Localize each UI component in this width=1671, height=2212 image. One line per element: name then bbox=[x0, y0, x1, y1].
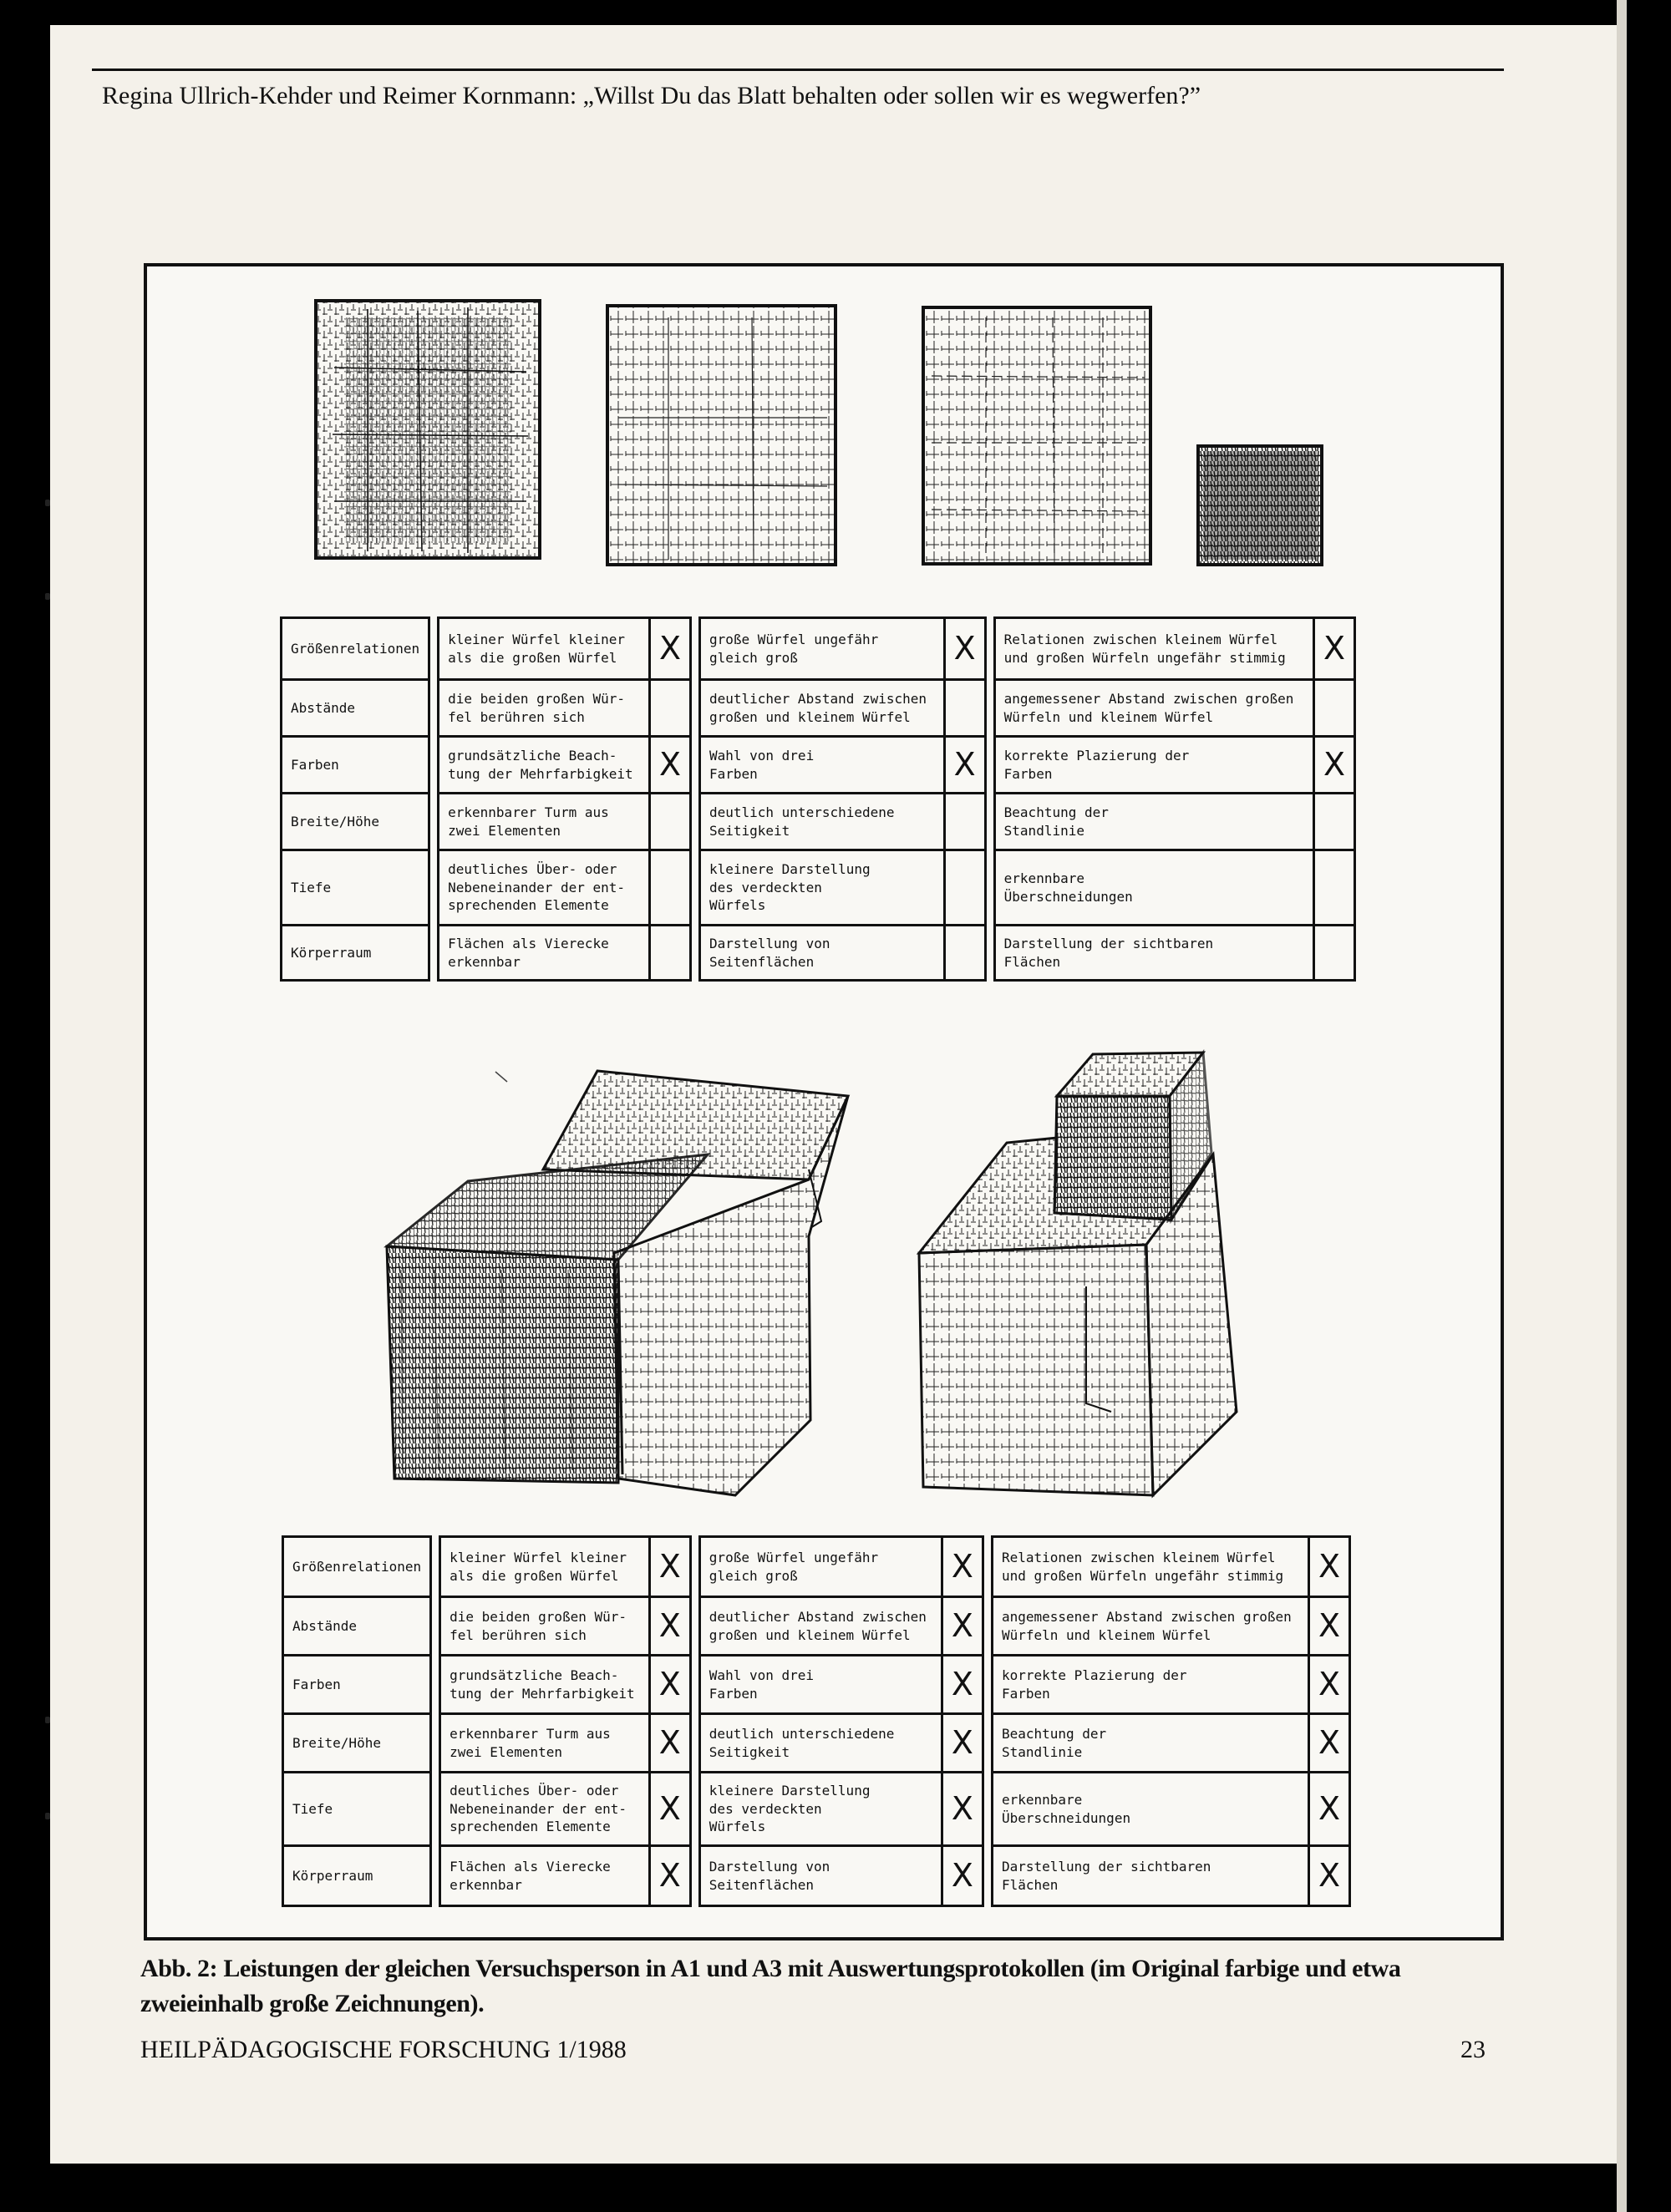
table-row bbox=[282, 850, 1355, 926]
check-mark-cell: X bbox=[1314, 618, 1355, 680]
check-mark-cell bbox=[1314, 926, 1355, 981]
column-gap bbox=[983, 1714, 992, 1773]
check-mark-cell: X bbox=[649, 1714, 690, 1773]
table-row bbox=[283, 1537, 1350, 1597]
achievement-line: erkennbare bbox=[1001, 1791, 1083, 1808]
column-gap bbox=[690, 850, 699, 926]
achievement-cell bbox=[992, 1846, 1308, 1906]
achievement-cell bbox=[699, 850, 944, 926]
achievement-line: Überschneidungen bbox=[1003, 888, 1133, 905]
achievement-line: als die großen Würfel bbox=[448, 649, 617, 666]
achievement-line: Flächen bbox=[1001, 1876, 1059, 1893]
check-mark-cell bbox=[649, 850, 690, 926]
column-gap bbox=[429, 794, 439, 850]
achievement-cell bbox=[439, 618, 650, 680]
achievement-line: Wahl von drei bbox=[709, 747, 815, 764]
criterion-cell: Abstände bbox=[283, 1597, 431, 1656]
achievement-line: als die großen Würfel bbox=[449, 1567, 619, 1584]
check-mark-cell bbox=[944, 926, 985, 981]
column-gap bbox=[690, 1773, 699, 1846]
column-gap bbox=[985, 926, 994, 981]
table-row bbox=[283, 1714, 1350, 1773]
evaluation-protocol-a3 bbox=[282, 1535, 1351, 1907]
achievement-cell bbox=[439, 737, 650, 794]
column-gap bbox=[429, 680, 439, 737]
achievement-line: tung der Mehrfarbigkeit bbox=[448, 765, 633, 782]
column-gap bbox=[690, 1597, 699, 1656]
achievement-cell bbox=[992, 1537, 1308, 1597]
achievement-line: erkennbar bbox=[449, 1876, 522, 1893]
achievement-cell bbox=[440, 1846, 650, 1906]
achievement-cell bbox=[440, 1656, 650, 1714]
achievement-cell bbox=[440, 1714, 650, 1773]
achievement-line: Relationen zwischen kleinem Würfel bbox=[1003, 631, 1278, 647]
column-gap bbox=[429, 737, 439, 794]
check-mark-cell bbox=[1314, 850, 1355, 926]
check-mark-cell: X bbox=[649, 1656, 690, 1714]
achievement-cell bbox=[699, 926, 944, 981]
achievement-line: deutlicher Abstand zwischen bbox=[709, 1608, 927, 1625]
achievement-line: erkennbarer Turm aus bbox=[448, 804, 609, 820]
achievement-line: großen und kleinem Würfel bbox=[709, 708, 911, 725]
achievement-line: korrekte Plazierung der bbox=[1003, 747, 1190, 764]
achievement-line: Seitenflächen bbox=[709, 953, 815, 970]
check-mark-cell: X bbox=[942, 1846, 983, 1906]
column-gap bbox=[431, 1656, 440, 1714]
check-mark-cell bbox=[1314, 680, 1355, 737]
achievement-line: Farben bbox=[1003, 765, 1053, 782]
check-mark-cell: X bbox=[942, 1773, 983, 1846]
criterion-cell: Körperraum bbox=[283, 1846, 431, 1906]
achievement-line: und großen Würfeln ungefähr stimmig bbox=[1003, 649, 1286, 666]
column-gap bbox=[690, 680, 699, 737]
achievement-line: Flächen bbox=[1003, 953, 1061, 970]
achievement-line: fel berühren sich bbox=[448, 708, 585, 725]
criterion-cell: Größenrelationen bbox=[283, 1537, 431, 1597]
achievement-line: erkennbare bbox=[1003, 870, 1084, 886]
check-mark-cell: X bbox=[944, 618, 985, 680]
achievement-line: Standlinie bbox=[1001, 1743, 1083, 1760]
achievement-line: Seitigkeit bbox=[709, 822, 790, 839]
achievement-line: Beachtung der bbox=[1003, 804, 1109, 820]
achievement-line: große Würfel ungefähr bbox=[709, 1549, 879, 1565]
column-gap bbox=[690, 926, 699, 981]
achievement-cell bbox=[439, 850, 650, 926]
achievement-cell bbox=[699, 1656, 942, 1714]
achievement-line: große Würfel ungefähr bbox=[709, 631, 879, 647]
column-gap bbox=[983, 1597, 992, 1656]
stray-mark bbox=[495, 1072, 507, 1082]
achievement-line: erkennbarer Turm aus bbox=[449, 1725, 611, 1742]
drawing-a1-small-cube bbox=[1198, 446, 1322, 565]
check-mark-cell: X bbox=[1309, 1656, 1350, 1714]
column-gap bbox=[983, 1846, 992, 1906]
achievement-cell bbox=[699, 1714, 942, 1773]
table-row bbox=[283, 1773, 1350, 1846]
criterion-cell: Größenrelationen bbox=[282, 618, 429, 680]
achievement-cell bbox=[994, 618, 1313, 680]
column-gap bbox=[983, 1773, 992, 1846]
check-mark-cell: X bbox=[649, 1537, 690, 1597]
achievement-cell bbox=[440, 1773, 650, 1846]
check-mark-cell: X bbox=[942, 1597, 983, 1656]
achievement-line: deutlich unterschiedene bbox=[709, 1725, 895, 1742]
column-gap bbox=[431, 1597, 440, 1656]
achievement-cell bbox=[992, 1714, 1308, 1773]
achievement-line: Nebeneinander der ent- bbox=[448, 879, 626, 895]
check-mark-cell: X bbox=[649, 1773, 690, 1846]
achievement-line: Überschneidungen bbox=[1001, 1809, 1131, 1826]
achievement-line: Würfeln und kleinem Würfel bbox=[1001, 1626, 1211, 1643]
drawing-a3-right-tower bbox=[919, 1053, 1237, 1495]
check-mark-cell: X bbox=[1309, 1773, 1350, 1846]
table-row bbox=[282, 618, 1355, 680]
column-gap bbox=[690, 794, 699, 850]
check-mark-cell: X bbox=[1314, 737, 1355, 794]
achievement-line: Beachtung der bbox=[1001, 1725, 1107, 1742]
check-mark-cell: X bbox=[942, 1537, 983, 1597]
achievement-line: kleiner Würfel kleiner bbox=[448, 631, 626, 647]
achievement-line: Würfeln und kleinem Würfel bbox=[1003, 708, 1214, 725]
achievement-line: Standlinie bbox=[1003, 822, 1084, 839]
check-mark-cell: X bbox=[1309, 1714, 1350, 1773]
column-gap bbox=[985, 618, 994, 680]
achievement-line: die beiden großen Wür- bbox=[448, 690, 626, 707]
achievement-line: angemessener Abstand zwischen großen bbox=[1001, 1608, 1292, 1625]
drawing-a1-square-3 bbox=[923, 307, 1150, 564]
achievement-cell bbox=[992, 1597, 1308, 1656]
achievement-cell bbox=[994, 680, 1313, 737]
achievement-cell bbox=[699, 1597, 942, 1656]
achievement-cell bbox=[439, 680, 650, 737]
achievement-cell bbox=[440, 1597, 650, 1656]
column-gap bbox=[429, 926, 439, 981]
column-gap bbox=[431, 1846, 440, 1906]
achievement-line: Seitenflächen bbox=[709, 1876, 815, 1893]
achievement-line: Würfels bbox=[709, 1819, 766, 1835]
achievement-line: Relationen zwischen kleinem Würfel bbox=[1001, 1549, 1276, 1565]
figure-caption: Abb. 2: Leistungen der gleichen Versuchsperson in A1 und A3 mit Auswertungsprotokollen (im Original farbige und etwa zweieinhalb große Zeichnungen). bbox=[140, 1955, 1401, 2017]
check-mark-cell: X bbox=[942, 1714, 983, 1773]
table-row bbox=[283, 1656, 1350, 1714]
check-mark-cell: X bbox=[1309, 1537, 1350, 1597]
achievement-cell bbox=[994, 926, 1313, 981]
column-gap bbox=[690, 737, 699, 794]
achievement-cell bbox=[699, 737, 944, 794]
achievement-line: fel berühren sich bbox=[449, 1626, 587, 1643]
achievement-cell bbox=[699, 1537, 942, 1597]
table-row bbox=[282, 680, 1355, 737]
journal-footer: HEILPÄDAGOGISCHE FORSCHUNG 1/1988 bbox=[140, 2036, 627, 2063]
column-gap bbox=[690, 1846, 699, 1906]
column-gap bbox=[429, 618, 439, 680]
criterion-cell: Körperraum bbox=[282, 926, 429, 981]
achievement-line: des verdeckten bbox=[709, 879, 822, 895]
check-mark-cell bbox=[649, 680, 690, 737]
check-mark-cell: X bbox=[649, 1846, 690, 1906]
achievement-line: korrekte Plazierung der bbox=[1001, 1667, 1187, 1683]
achievement-line: sprechenden Elemente bbox=[449, 1819, 611, 1835]
criterion-cell: Farben bbox=[282, 737, 429, 794]
achievement-cell bbox=[699, 618, 944, 680]
achievement-line: die beiden großen Wür- bbox=[449, 1608, 627, 1625]
column-gap bbox=[690, 618, 699, 680]
column-gap bbox=[690, 1537, 699, 1597]
drawing-a1-square-2 bbox=[607, 306, 836, 565]
achievement-line: und großen Würfeln ungefähr stimmig bbox=[1001, 1567, 1284, 1584]
achievement-line: Darstellung von bbox=[709, 935, 830, 951]
column-gap bbox=[985, 794, 994, 850]
achievement-line: Wahl von drei bbox=[709, 1667, 815, 1683]
criterion-cell: Farben bbox=[283, 1656, 431, 1714]
achievement-line: Darstellung von bbox=[709, 1858, 830, 1875]
achievement-line: deutlicher Abstand zwischen bbox=[709, 690, 927, 707]
check-mark-cell bbox=[944, 794, 985, 850]
check-mark-cell bbox=[649, 794, 690, 850]
achievement-line: angemessener Abstand zwischen großen bbox=[1003, 690, 1294, 707]
achievement-line: Farben bbox=[1001, 1685, 1050, 1702]
column-gap bbox=[429, 850, 439, 926]
table-row bbox=[282, 926, 1355, 981]
achievement-line: deutliches Über- oder bbox=[448, 861, 617, 878]
criterion-cell: Breite/Höhe bbox=[282, 794, 429, 850]
achievement-line: grundsätzliche Beach- bbox=[448, 747, 617, 764]
achievement-line: Flächen als Vierecke bbox=[449, 1858, 611, 1875]
criterion-cell: Abstände bbox=[282, 680, 429, 737]
achievement-line: Würfels bbox=[709, 897, 766, 914]
achievement-line: des verdeckten bbox=[709, 1800, 822, 1817]
check-mark-cell: X bbox=[649, 618, 690, 680]
achievement-line: deutliches Über- oder bbox=[449, 1783, 619, 1799]
page-number: 23 bbox=[1460, 2036, 1486, 2063]
column-gap bbox=[985, 737, 994, 794]
evaluation-protocol-a1 bbox=[280, 616, 1356, 982]
column-gap bbox=[983, 1656, 992, 1714]
achievement-cell bbox=[439, 794, 650, 850]
column-gap bbox=[431, 1773, 440, 1846]
column-gap bbox=[431, 1537, 440, 1597]
achievement-line: tung der Mehrfarbigkeit bbox=[449, 1685, 635, 1702]
achievement-line: deutlich unterschiedene bbox=[709, 804, 895, 820]
achievement-cell bbox=[699, 1846, 942, 1906]
check-mark-cell: X bbox=[649, 737, 690, 794]
criterion-cell: Tiefe bbox=[283, 1773, 431, 1846]
check-mark-cell: X bbox=[944, 737, 985, 794]
achievement-cell bbox=[992, 1656, 1308, 1714]
drawing-a3-left-cubes bbox=[387, 1071, 848, 1495]
column-gap bbox=[690, 1656, 699, 1714]
achievement-line: Darstellung der sichtbaren bbox=[1003, 935, 1214, 951]
achievement-cell bbox=[699, 794, 944, 850]
achievement-line: gleich groß bbox=[709, 1567, 798, 1584]
achievement-line: sprechenden Elemente bbox=[448, 897, 609, 914]
column-gap bbox=[983, 1537, 992, 1597]
achievement-cell bbox=[440, 1537, 650, 1597]
achievement-line: Farben bbox=[709, 1685, 758, 1702]
achievement-cell bbox=[994, 794, 1313, 850]
achievement-line: zwei Elementen bbox=[449, 1743, 562, 1760]
achievement-cell bbox=[439, 926, 650, 981]
table-row bbox=[282, 794, 1355, 850]
achievement-line: Nebeneinander der ent- bbox=[449, 1800, 627, 1817]
achievement-cell bbox=[699, 680, 944, 737]
check-mark-cell: X bbox=[649, 1597, 690, 1656]
achievement-cell bbox=[699, 1773, 942, 1846]
drawing-a1-square-1 bbox=[316, 301, 540, 558]
column-gap bbox=[985, 850, 994, 926]
running-header: Regina Ullrich-Kehder und Reimer Kornmann: „Willst Du das Blatt behalten oder sollen wir es wegwerfen?” bbox=[102, 82, 1201, 109]
achievement-line: kleiner Würfel kleiner bbox=[449, 1549, 627, 1565]
achievement-line: großen und kleinem Würfel bbox=[709, 1626, 911, 1643]
achievement-line: Farben bbox=[709, 765, 758, 782]
check-mark-cell: X bbox=[1309, 1597, 1350, 1656]
check-mark-cell bbox=[649, 926, 690, 981]
achievement-line: grundsätzliche Beach- bbox=[449, 1667, 619, 1683]
achievement-line: Flächen als Vierecke bbox=[448, 935, 609, 951]
achievement-cell bbox=[994, 850, 1313, 926]
column-gap bbox=[985, 680, 994, 737]
check-mark-cell: X bbox=[1309, 1846, 1350, 1906]
achievement-line: kleinere Darstellung bbox=[709, 1783, 871, 1799]
criterion-cell: Breite/Höhe bbox=[283, 1714, 431, 1773]
check-mark-cell bbox=[944, 850, 985, 926]
table-row bbox=[282, 737, 1355, 794]
achievement-line: erkennbar bbox=[448, 953, 521, 970]
column-gap bbox=[690, 1714, 699, 1773]
check-mark-cell: X bbox=[942, 1656, 983, 1714]
achievement-line: kleinere Darstellung bbox=[709, 861, 871, 878]
achievement-line: gleich groß bbox=[709, 649, 798, 666]
achievement-line: Seitigkeit bbox=[709, 1743, 790, 1760]
criterion-cell: Tiefe bbox=[282, 850, 429, 926]
check-mark-cell bbox=[944, 680, 985, 737]
achievement-line: zwei Elementen bbox=[448, 822, 561, 839]
table-row bbox=[283, 1597, 1350, 1656]
check-mark-cell bbox=[1314, 794, 1355, 850]
achievement-cell bbox=[992, 1773, 1308, 1846]
column-gap bbox=[431, 1714, 440, 1773]
achievement-cell bbox=[994, 737, 1313, 794]
achievement-line: Darstellung der sichtbaren bbox=[1001, 1858, 1211, 1875]
table-row bbox=[283, 1846, 1350, 1906]
